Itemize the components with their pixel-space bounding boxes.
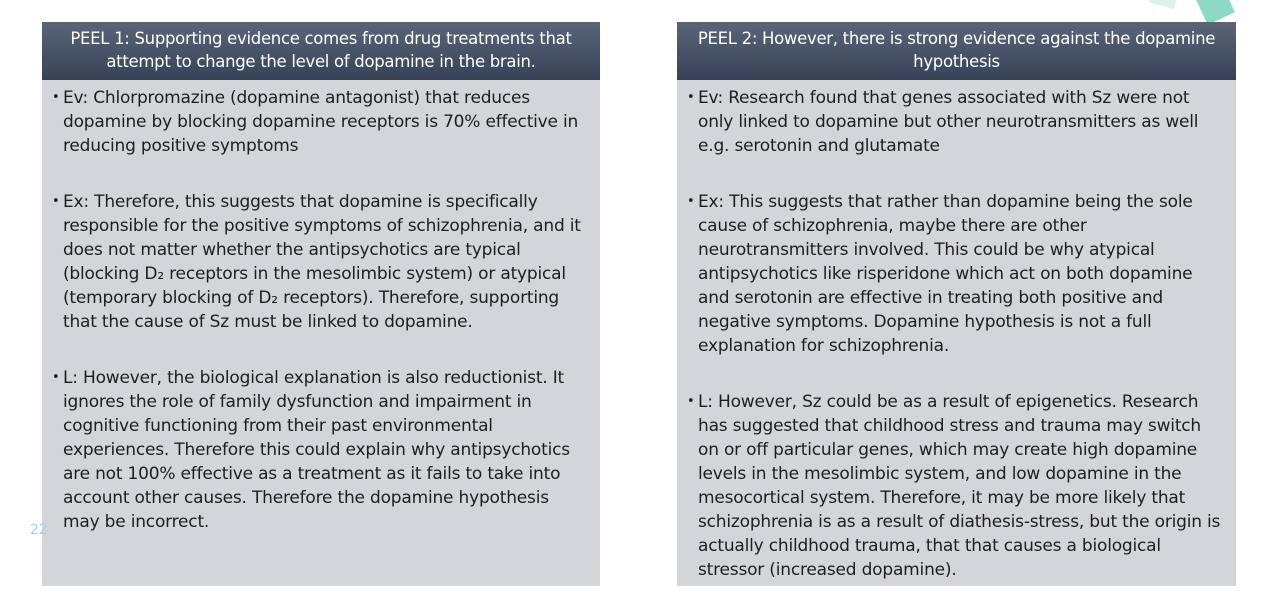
point-text: L: However, the biological explanation is also reductionist. It ignores the role of family dysfunction and impairment in cognitive functioning from their past environmental experiences. Therefore this could explain why antipsychotics are not 100% effective as a treatment as it fails to take into account other causes. Therefore the dopamine hypothesis may be incorrect. <box>63 368 570 532</box>
peel-2-evidence-point <box>687 86 1226 158</box>
peel-1-title: PEEL 1: Supporting evidence comes from drug treatments that attempt to change the level of dopamine in the brain. <box>42 22 600 80</box>
bullet-icon: • <box>687 194 695 209</box>
decorative-shape-light <box>1149 0 1178 9</box>
peel-1-explanation-point <box>52 190 590 334</box>
bullet-icon: • <box>52 370 60 385</box>
peel-1-panel <box>42 22 600 586</box>
point-text: L: However, Sz could be as a result of epigenetics. Research has suggested that childhood stress and trauma may switch on or off particular genes, which may create high dopamine levels in the mesolimbic system, and low dopamine in the mesocortical system. Therefore, it may be more likely that schizophrenia is as a result of diathesis-stress, but the origin is actually childhood trauma, that that causes a biological stressor (increased dopamine). <box>698 392 1221 580</box>
peel-2-link-point <box>687 390 1226 582</box>
peel-1-evidence-point <box>52 86 590 158</box>
peel-2-explanation-point <box>687 190 1226 358</box>
point-text: Ex: This suggests that rather than dopamine being the sole cause of schizophrenia, maybe there are other neurotransmitters involved. This could be why atypical antipsychotics like risperidone which act on both dopamine and serotonin are effective in treating both positive and negative symptoms. Dopamine hypothesis is not a full explanation for schizophrenia. <box>698 192 1193 356</box>
point-text: Ev: Chlorpromazine (dopamine antagonist) that reduces dopamine by blocking dopamine receptors is 70% effective in reducing positive symptoms <box>63 88 579 156</box>
bullet-icon: • <box>687 394 695 409</box>
peel-1-body <box>42 80 600 534</box>
peel-1-link-point <box>52 366 590 534</box>
peel-2-title: PEEL 2: However, there is strong evidence against the dopamine hypothesis <box>677 22 1236 80</box>
peel-2-body <box>677 80 1236 582</box>
slide-number: 22 <box>30 522 48 538</box>
bullet-icon: • <box>52 194 60 209</box>
peel-2-panel <box>677 22 1236 586</box>
point-text: Ex: Therefore, this suggests that dopamine is specifically responsible for the positive symptoms of schizophrenia, and it does not matter whether the antipsychotics are typical (blocking D₂ receptors in the mesolimbic system) or atypical (temporary blocking of D₂ receptors). Therefore, supporting that the cause of Sz must be linked to dopamine. <box>63 192 581 332</box>
bullet-icon: • <box>687 90 695 105</box>
bullet-icon: • <box>52 90 60 105</box>
point-text: Ev: Research found that genes associated with Sz were not only linked to dopamine but other neurotransmitters as well e.g. serotonin and glutamate <box>698 88 1199 156</box>
